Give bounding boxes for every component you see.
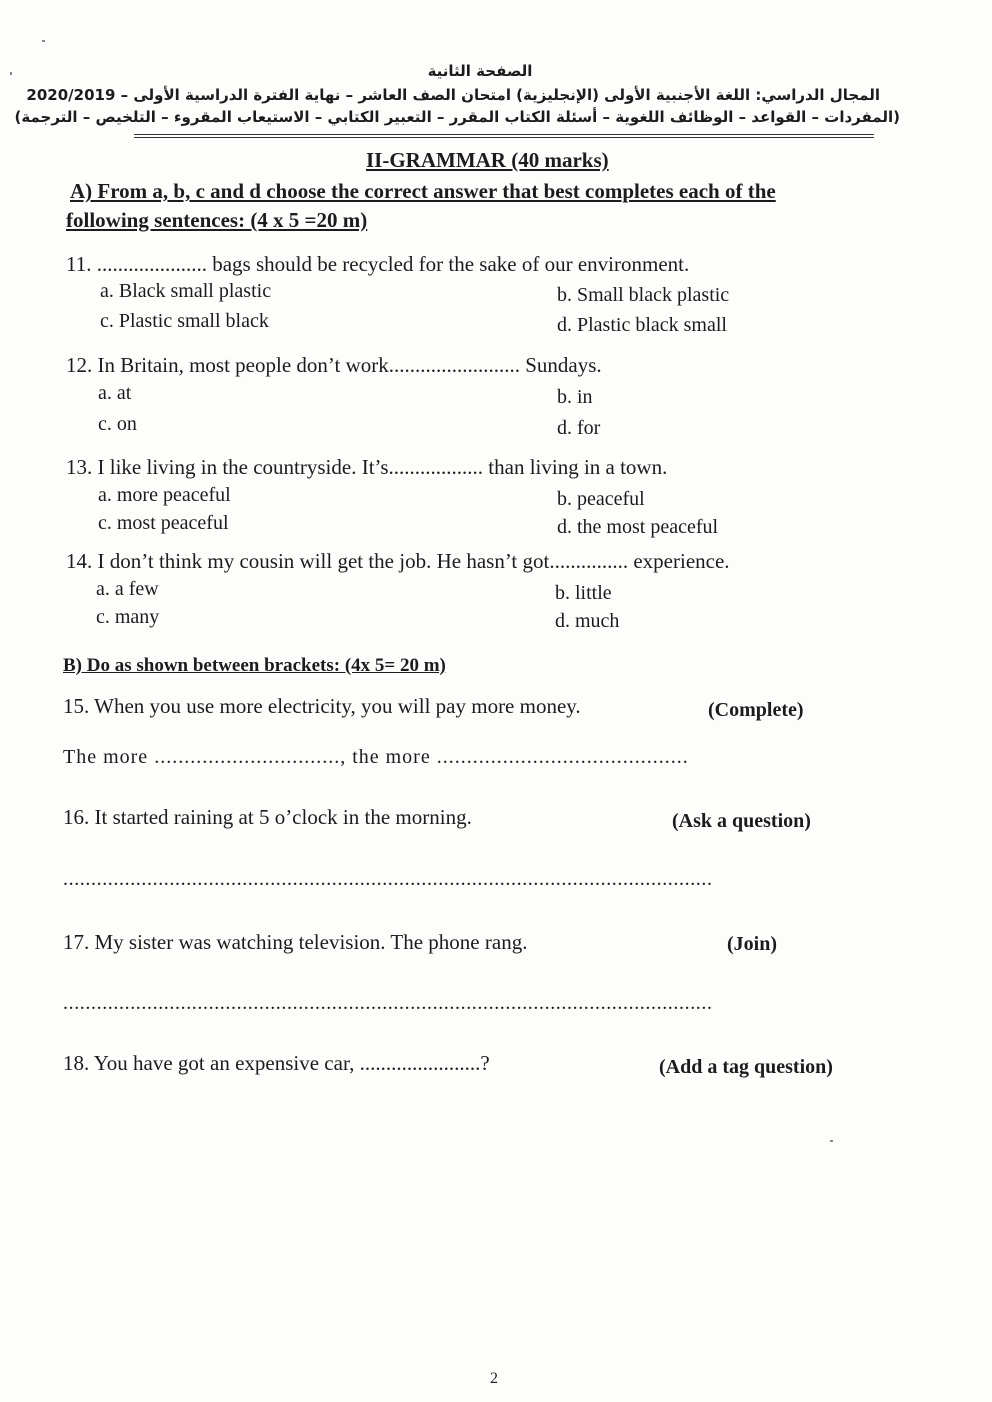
q13-option-c[interactable]: c. most peaceful — [98, 512, 229, 534]
page-label: الصفحة الثانية — [427, 62, 533, 80]
header-divider — [134, 134, 874, 138]
scan-speck — [42, 40, 45, 42]
question-17: 17. My sister was watching television. The phone rang. — [63, 930, 528, 954]
q17-answer-line[interactable]: .................................................................................................................... — [63, 992, 713, 1014]
skills-line: (المفردات – القواعد – الوظائف اللغوية – أسئلة الكتاب المقرر – التعبير الكتابي – الاستيعاب المقروء – التلخيص – الترجمة) — [14, 108, 900, 126]
question-14: 14. I don’t think my cousin will get the job. He hasn’t got............... experience. — [66, 549, 730, 573]
part-a-heading-line2: following sentences: (4 x 5 =20 m) — [66, 208, 368, 232]
section-title: II-GRAMMAR (40 marks) — [366, 148, 609, 172]
q11-option-d[interactable]: d. Plastic black small — [557, 314, 727, 336]
q14-option-a[interactable]: a. a few — [96, 578, 159, 600]
question-12: 12. In Britain, most people don’t work......................... Sundays. — [66, 353, 602, 377]
q17-instruction: (Join) — [727, 933, 777, 955]
q11-option-a[interactable]: a. Black small plastic — [100, 280, 272, 302]
q14-option-b[interactable]: b. little — [555, 582, 612, 604]
scan-speck — [10, 72, 12, 75]
question-15: 15. When you use more electricity, you will pay more money. — [63, 694, 581, 718]
q13-option-d[interactable]: d. the most peaceful — [557, 516, 719, 538]
q11-option-c[interactable]: c. Plastic small black — [100, 310, 269, 332]
q14-option-c[interactable]: c. many — [96, 606, 160, 628]
q11-option-b[interactable]: b. Small black plastic — [557, 284, 730, 306]
q13-option-a[interactable]: a. more peaceful — [98, 484, 231, 506]
page-number: 2 — [490, 1370, 498, 1387]
q18-instruction: (Add a tag question) — [659, 1056, 833, 1078]
q15-instruction: (Complete) — [708, 699, 804, 721]
q13-option-b[interactable]: b. peaceful — [557, 488, 645, 510]
q12-option-a[interactable]: a. at — [98, 382, 132, 404]
question-13: 13. I like living in the countryside. It’s.................. than living in a town. — [66, 455, 668, 479]
q12-option-b[interactable]: b. in — [557, 386, 593, 408]
part-b-heading: B) Do as shown between brackets: (4x 5= 20 m) — [63, 655, 446, 676]
question-16: 16. It started raining at 5 o’clock in the morning. — [63, 805, 472, 829]
q12-option-c[interactable]: c. on — [98, 413, 137, 435]
q12-option-d[interactable]: d. for — [557, 417, 601, 439]
q15-answer-line[interactable]: The more ..............................., the more .......................................... — [63, 746, 689, 768]
q16-instruction: (Ask a question) — [672, 810, 811, 832]
q14-option-d[interactable]: d. much — [555, 610, 620, 632]
q16-answer-line[interactable]: .................................................................................................................... — [63, 868, 713, 890]
subject-line: المجال الدراسي: اللغة الأجنبية الأولى (الإنجليزية) امتحان الصف العاشر – نهاية الفترة الدراسية الأولى – 2020/2019 — [26, 86, 880, 104]
scan-speck — [830, 1140, 833, 1142]
question-18: 18. You have got an expensive car, .......................? — [63, 1051, 490, 1075]
part-a-heading-line1: A) From a, b, c and d choose the correct answer that best completes each of the — [70, 179, 776, 203]
question-11: 11. ..................... bags should be recycled for the sake of our environment. — [66, 252, 690, 276]
